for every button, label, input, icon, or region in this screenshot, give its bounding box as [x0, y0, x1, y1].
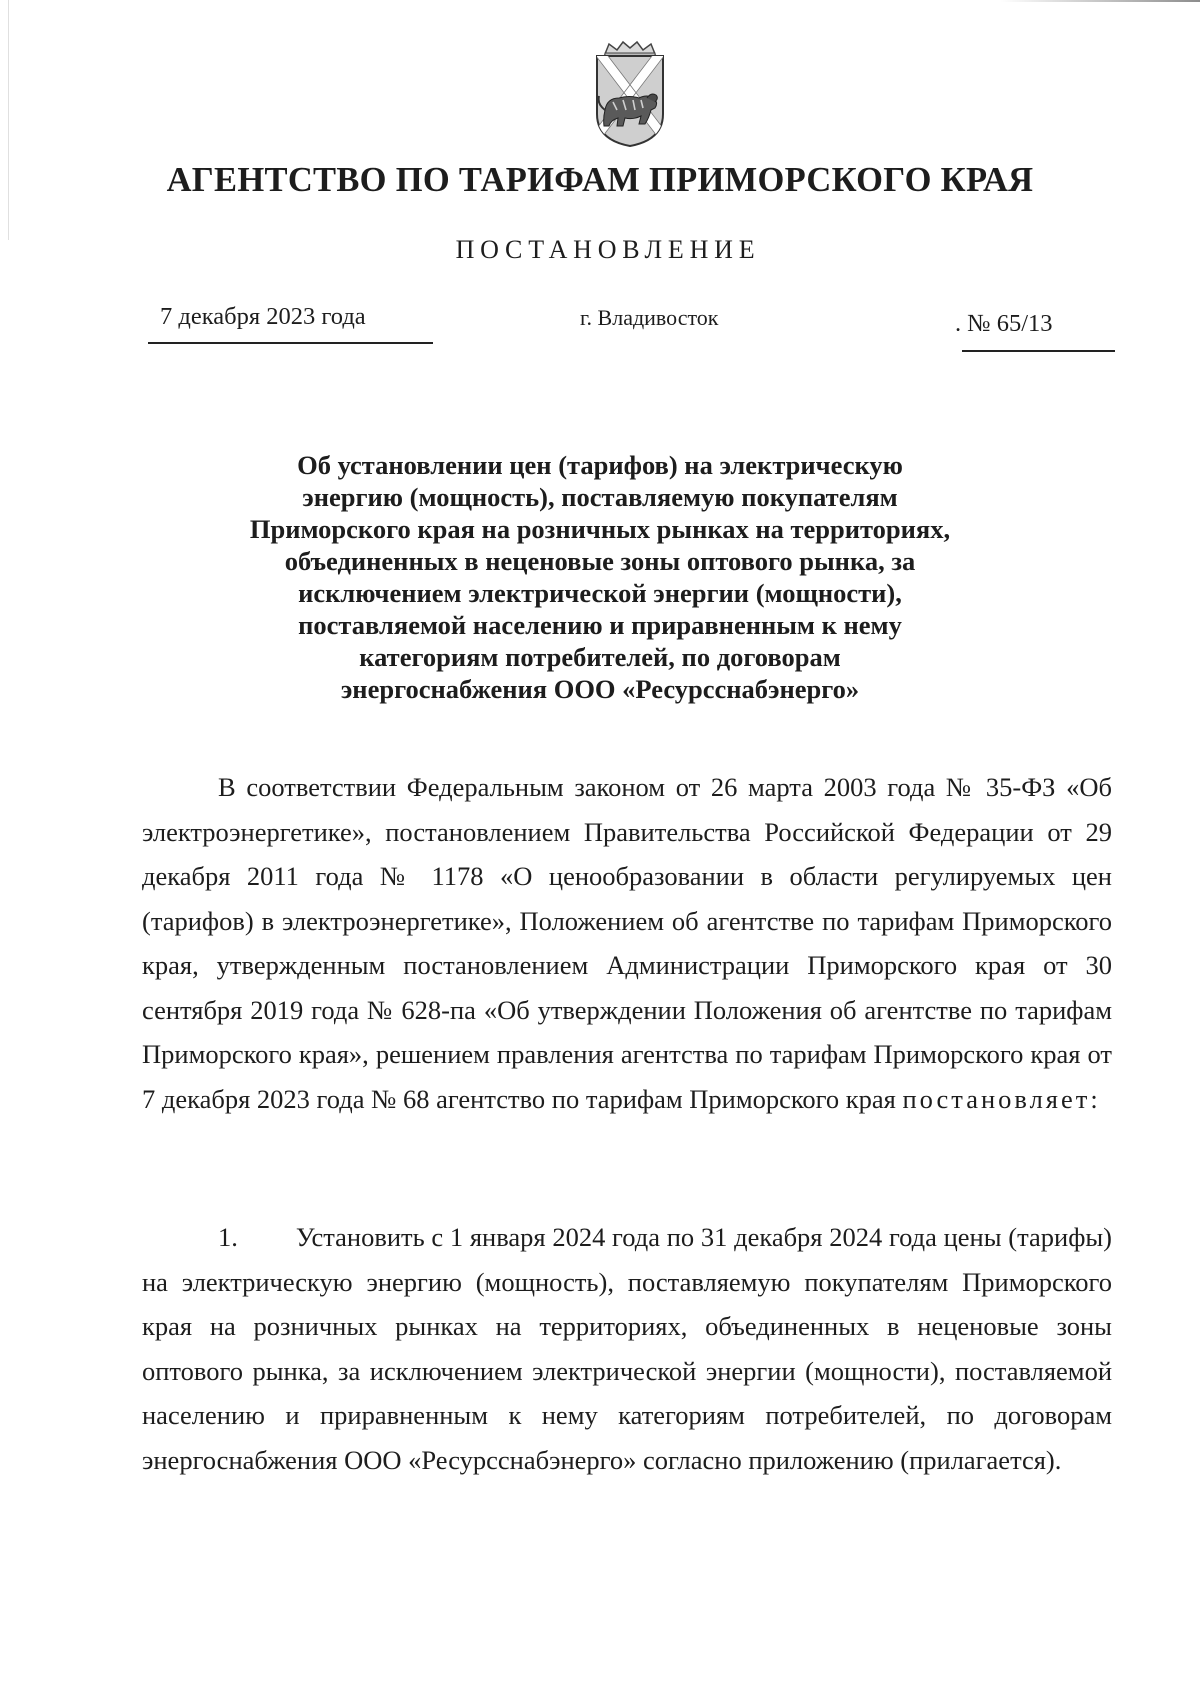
document-title: [200, 449, 1000, 705]
agency-name: АГЕНТСТВО ПО ТАРИФАМ ПРИМОРСКОГО КРАЯ: [166, 161, 1034, 199]
number-underline: [962, 350, 1115, 352]
document-city: г. Владивосток: [580, 305, 719, 330]
coat-of-arms-icon: [585, 40, 675, 148]
decree-word: постановляет:: [902, 1083, 1101, 1114]
date-underline: [148, 342, 433, 344]
item-paragraph: [142, 1215, 1112, 1482]
document-number: . № 65/13: [955, 310, 1053, 337]
title-line: исключением электрической энергии (мощности),: [298, 578, 902, 608]
title-line: энергоснабжения ООО «Ресурсснабэнерго»: [340, 674, 860, 704]
document-date: 7 декабря 2023 года: [160, 303, 366, 330]
scan-edge-mark: [1000, 0, 1200, 2]
scan-edge-mark: [8, 0, 9, 240]
item-number: 1.: [218, 1222, 238, 1252]
title-line: объединенных в неценовые зоны оптового рынка, за: [284, 546, 916, 576]
item-text: Установить с 1 января 2024 года по 31 декабря 2024 года цены (тарифы) на электрическую энергию (мощность), поставляемую покупателям Приморского края на розничных рынках на территориях, объединенных в неценовые зоны оптового рынка, за исключением электрической энергии (мощности), поставляемой населению и приравненным к нему категориям потребителей, по договорам энергоснабжения ООО «Ресурсснабэнерго» согласно приложению (прилагается).: [142, 1222, 1112, 1475]
title-line: категориям потребителей, по договорам: [359, 642, 841, 672]
title-line: Об установлении цен (тарифов) на электрическую: [297, 450, 903, 480]
preamble-text: В соответствии Федеральным законом от 26 марта 2003 года № 35-ФЗ «Об электроэнергетике», постановлением Правительства Российской Федерации от 29 декабря 2011 года № 1178 «О ценообразовании в области регулируемых цен (тарифов) в электроэнергетике», Положением об агентстве по тарифам Приморского края, утвержденным постановлением Администрации Приморского края от 30 сентября 2019 года № 628-па «Об утверждении Положения об агентстве по тарифам Приморского края», решением правления агентства по тарифам Приморского края от 7 декабря 2023 года № 68 агентство по тарифам Приморского края: [142, 772, 1112, 1114]
title-line: поставляемой населению и приравненным к нему: [298, 610, 902, 640]
title-line: Приморского края на розничных рынках на территориях,: [249, 514, 951, 544]
preamble-paragraph: [142, 765, 1112, 1121]
title-line: энергию (мощность), поставляемую покупателям: [302, 482, 898, 512]
document-type: ПОСТАНОВЛЕНИЕ: [455, 235, 761, 264]
